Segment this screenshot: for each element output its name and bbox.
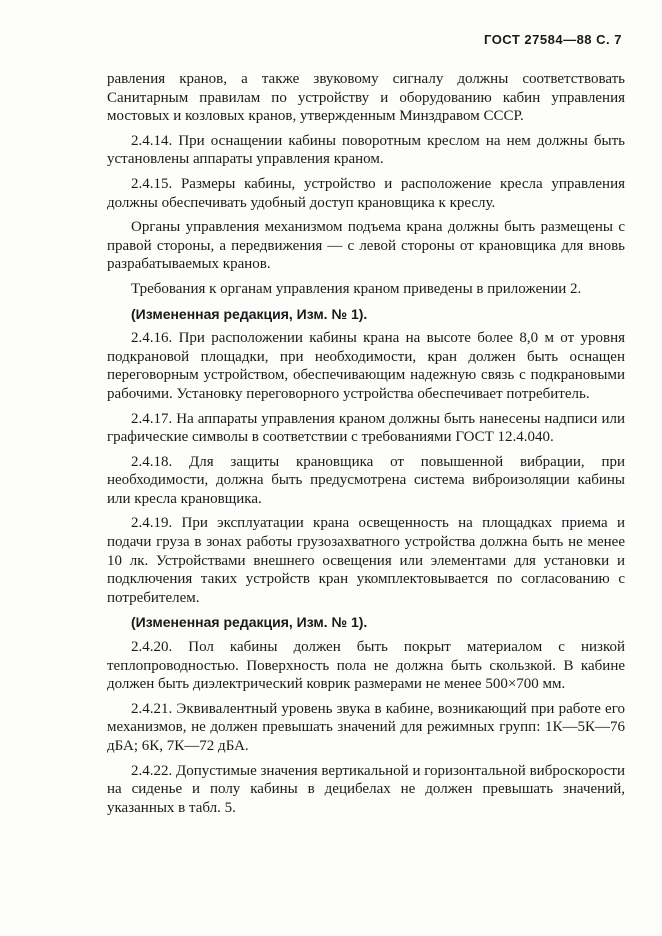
paragraph-controls-placement: Органы управления механизмом подъема крана должны быть размещены с правой стороны, а передвижения — с левой стороны от крановщика для вновь разрабатываемых кранов. xyxy=(107,219,625,273)
paragraph-2-4-22: 2.4.22. Допустимые значения вертикальной и горизонтальной виброскорости на сиденье и полу кабины в децибелах не должен превышать значений, указанных в табл. 5. xyxy=(107,762,625,816)
paragraph-2-4-18: 2.4.18. Для защиты крановщика от повышенной вибрации, при необходимости, должна быть предусмотрена система виброизоляции кабины или кресла крановщика. xyxy=(107,453,625,507)
paragraph-2-4-21: 2.4.21. Эквивалентный уровень звука в кабине, возникающий при работе его механизмов, не должен превышать значений для режимных групп: 1К—5К—76 дБА; 6К, 7К—72 дБА. xyxy=(107,700,625,754)
paragraph-2-4-17: 2.4.17. На аппараты управления краном должны быть нанесены надписи или графические символы в соответствии с требованиями ГОСТ 12.4.040. xyxy=(107,410,625,446)
document-body xyxy=(107,70,625,823)
paragraph-continuation: равления кранов, а также звуковому сигналу должны соответствовать Санитарным правилам по устройству и оборудованию кабин управления мостовых и козловых кранов, утвержденным Минздравом СССР. xyxy=(107,71,625,125)
page-header: ГОСТ 27584—88 С. 7 xyxy=(484,32,622,47)
amendment-note: (Измененная редакция, Изм. № 1). xyxy=(131,305,368,322)
paragraph-appendix-reference: Требования к органам управления краном приведены в приложении 2. xyxy=(131,280,582,297)
paragraph-2-4-20: 2.4.20. Пол кабины должен быть покрыт материалом с низкой теплопроводностью. Поверхность пола не должна быть скользкой. В кабине должен быть диэлектрический коврик размерами не менее 500×700 мм. xyxy=(107,639,625,693)
paragraph-2-4-19: 2.4.19. При эксплуатации крана освещенность на площадках приема и подачи груза в зонах работы грузозахватного устройства должна быть не менее 10 лк. Устройствами внешнего освещения или элементами для установки и подключения таких устройств кран укомплектовывается по согласованию с потребителем. xyxy=(107,515,625,606)
paragraph-2-4-16: 2.4.16. При расположении кабины крана на высоте более 8,0 м от уровня подкрановой площадки, при необходимости, кран должен быть оснащен переговорным устройством, обеспечивающим надежную связь с подкрановыми рабочими. Установку переговорного устройства обеспечивает потребитель. xyxy=(107,330,625,402)
amendment-note: (Измененная редакция, Изм. № 1). xyxy=(131,614,368,631)
paragraph-2-4-14: 2.4.14. При оснащении кабины поворотным креслом на нем должны быть установлены аппараты управления краном. xyxy=(107,132,625,168)
paragraph-2-4-15: 2.4.15. Размеры кабины, устройство и расположение кресла управления должны обеспечивать удобный доступ крановщика к креслу. xyxy=(107,175,625,211)
